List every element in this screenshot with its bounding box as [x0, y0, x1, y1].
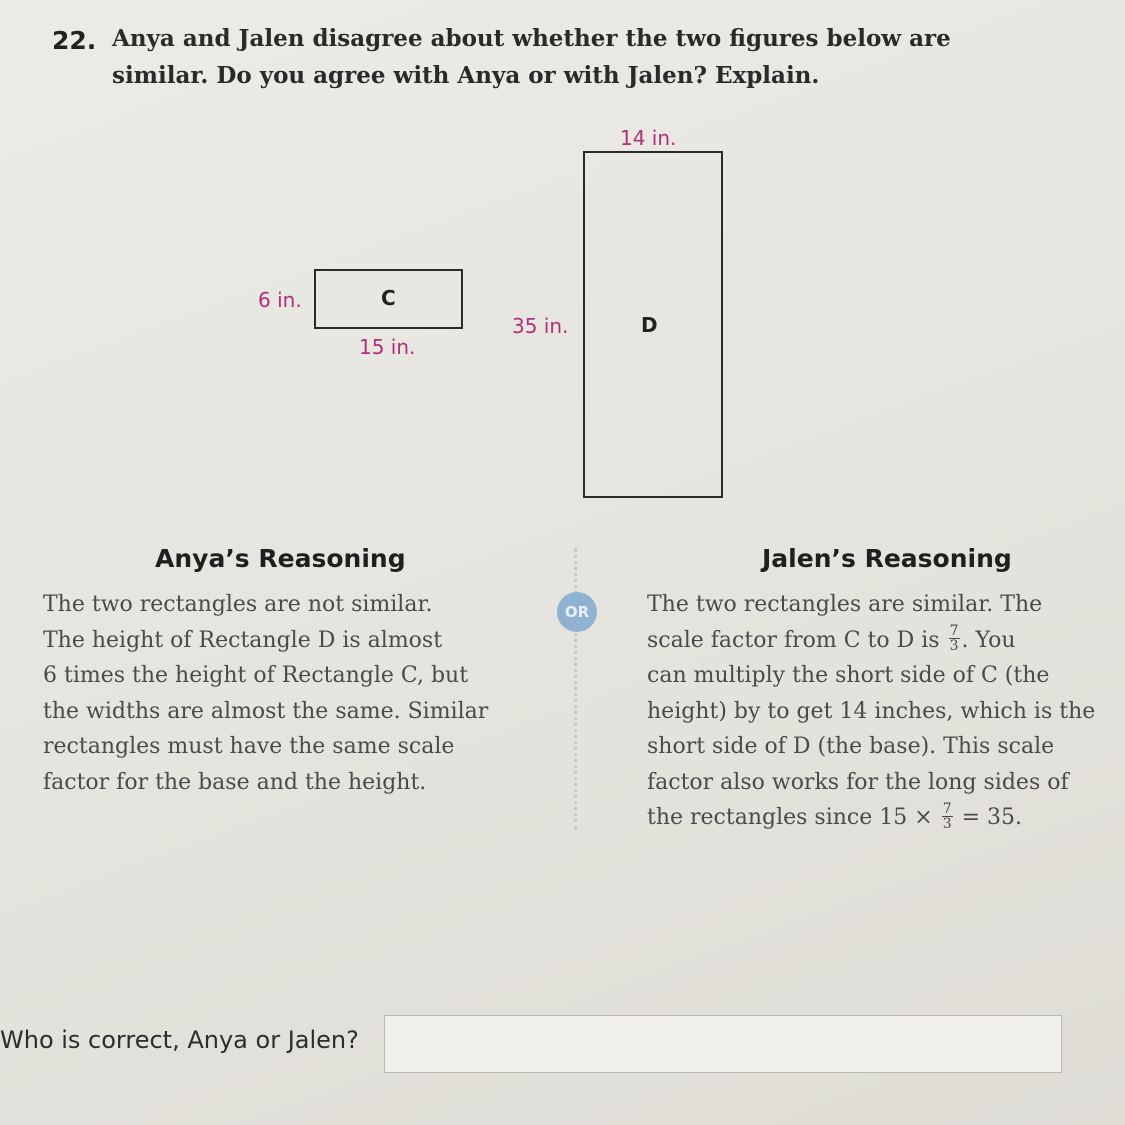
jalen-line: height) by to get 14 inches, which is the	[647, 698, 1096, 724]
anya-line: the widths are almost the same. Similar	[43, 698, 489, 724]
jalen-line: short side of D (the base). This scale	[647, 734, 1055, 759]
anya-title: Anya’s Reasoning	[155, 544, 406, 573]
question-line: similar. Do you agree with Anya or with Jalen? Explain.	[112, 62, 820, 89]
jalen-line: The two rectangles are similar. The	[647, 592, 1043, 617]
reasoning-divider	[574, 548, 578, 830]
rect-d-label: D	[641, 313, 658, 337]
jalen-line: can multiply the short side of C (the	[647, 663, 1050, 688]
anya-line: rectangles must have the same scale	[43, 734, 455, 759]
jalen-line: factor also works for the long sides of	[647, 769, 1069, 795]
answer-input[interactable]	[384, 1015, 1062, 1073]
anya-line: factor for the base and the height.	[43, 769, 427, 795]
or-badge: OR	[557, 592, 597, 632]
fraction-seven-thirds: $\frac{7}{3}$	[949, 623, 959, 654]
jalen-title: Jalen’s Reasoning	[762, 544, 1012, 573]
question-number: 22.	[52, 26, 97, 55]
question-line: Anya and Jalen disagree about whether the two figures below are	[112, 25, 951, 52]
anya-line: The two rectangles are not similar.	[43, 592, 433, 617]
rect-c-height-label: 6 in.	[258, 288, 302, 312]
rect-d-height-label: 35 in.	[512, 314, 569, 338]
fraction-seven-thirds: $\frac{7}{3}$	[942, 800, 952, 832]
anya-line: 6 times the height of Rectangle C, but	[43, 663, 469, 688]
rect-d-width-label: 14 in.	[620, 126, 677, 150]
jalen-line: the rectangles since 15 × $\frac{7}{3}$ = 35.	[647, 800, 1023, 832]
jalen-reasoning	[647, 587, 1095, 836]
anya-line: The height of Rectangle D is almost	[43, 627, 443, 653]
anya-reasoning	[43, 587, 488, 800]
jalen-line: scale factor from C to D is $\frac{7}{3}$ . You	[647, 623, 1016, 654]
answer-prompt: Who is correct, Anya or Jalen?	[0, 1026, 359, 1054]
question-text	[112, 20, 972, 94]
rect-c-width-label: 15 in.	[359, 335, 416, 359]
rect-c-label: C	[381, 286, 396, 310]
